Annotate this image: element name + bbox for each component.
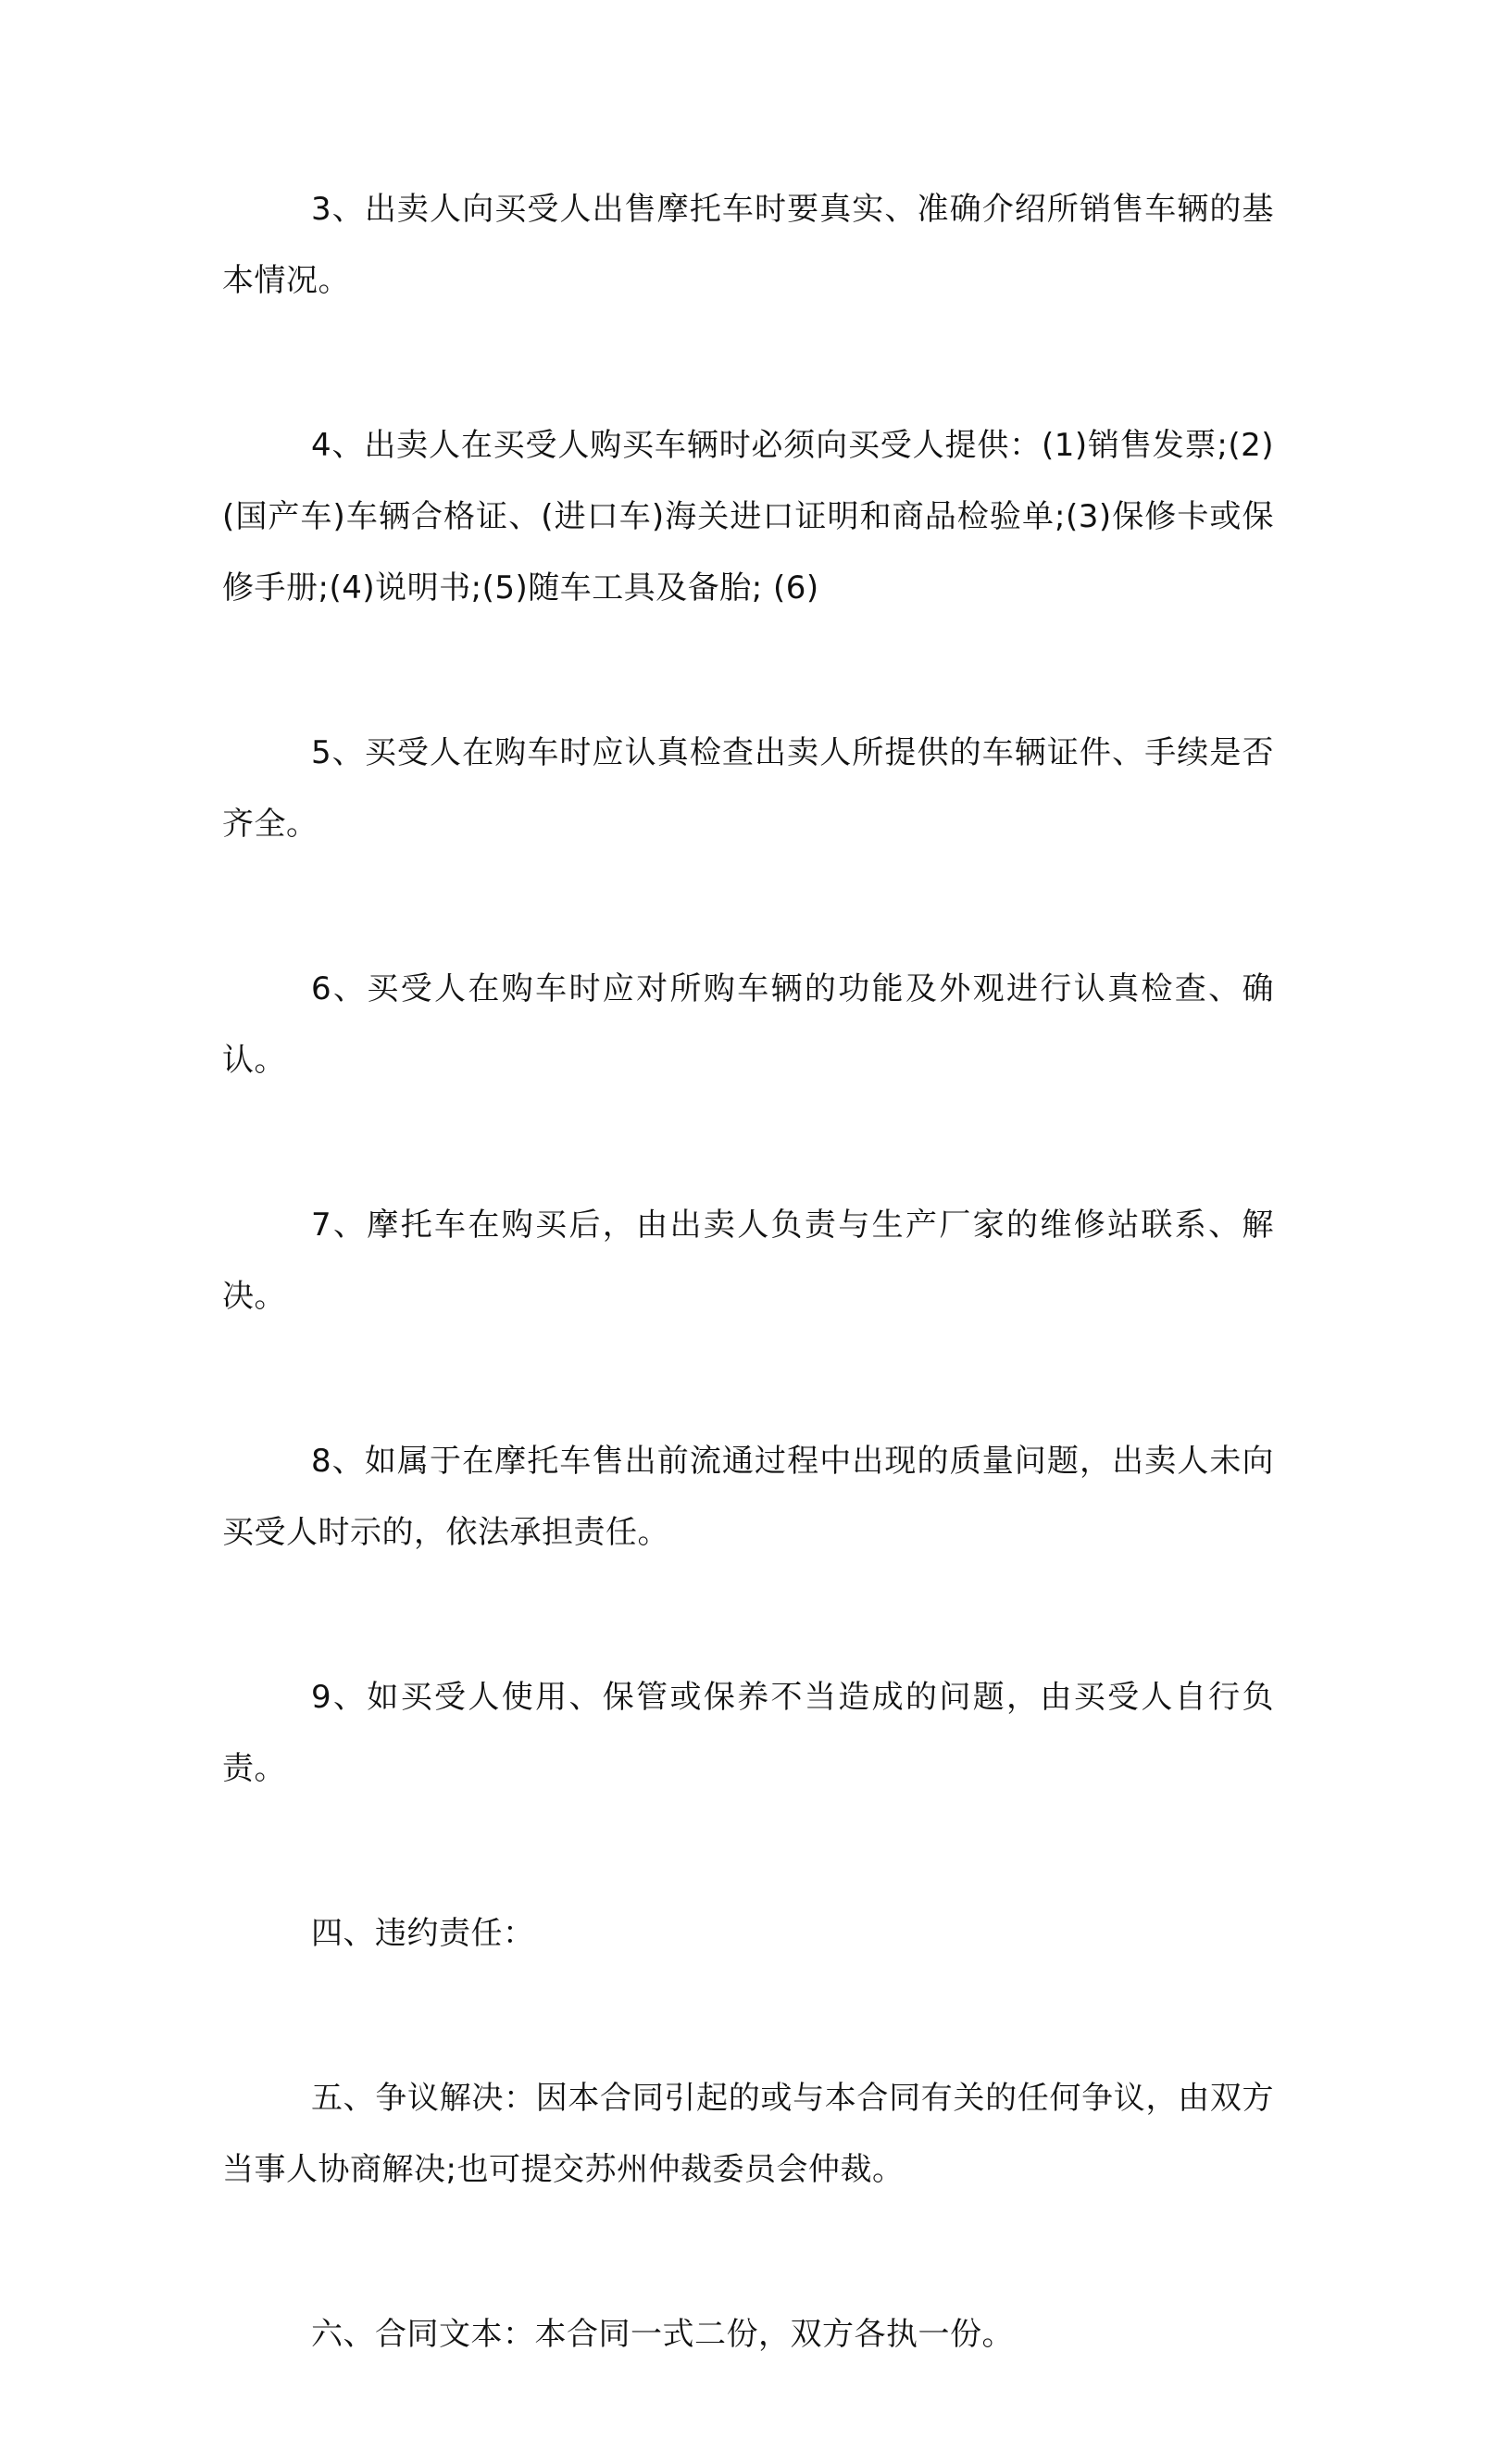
paragraph-clause-8: 8、如属于在摩托车售出前流通过程中出现的质量问题，出卖人未向买受人时示的，依法承担责任。	[222, 1443, 1274, 1551]
paragraph-clause-3: 3、出卖人向买受人出售摩托车时要真实、准确介绍所销售车辆的基本情况。	[222, 191, 1274, 299]
paragraph-clause-7: 7、摩托车在购买后，由出卖人负责与生产厂家的维修站联系、解决。	[222, 1207, 1274, 1315]
paragraph-clause-6: 6、买受人在购车时应对所购车辆的功能及外观进行认真检查、确认。	[222, 970, 1274, 1079]
section-heading-breach-liability: 四、违约责任：	[311, 1915, 535, 1952]
paragraph-clause-4: 4、出卖人在买受人购买车辆时必须向买受人提供：(1)销售发票;(2)(国产车)车辆合格证、(进口车)海关进口证明和商品检验单;(3)保修卡或保修手册;(4)说明书;(5)随车工具及备胎; (6)	[222, 427, 1274, 607]
paragraph-contract-copies: 六、合同文本：本合同一式二份，双方各执一份。	[311, 2316, 1014, 2353]
paragraph-clause-9: 9、如买受人使用、保管或保养不当造成的问题，由买受人自行负责。	[222, 1679, 1274, 1787]
document-body	[222, 174, 1274, 2464]
paragraph-clause-5: 5、买受人在购车时应认真检查出卖人所提供的车辆证件、手续是否齐全。	[222, 734, 1274, 843]
paragraph-dispute-resolution: 五、争议解决：因本合同引起的或与本合同有关的任何争议，由双方当事人协商解决;也可提交苏州仲裁委员会仲裁。	[222, 2080, 1274, 2188]
